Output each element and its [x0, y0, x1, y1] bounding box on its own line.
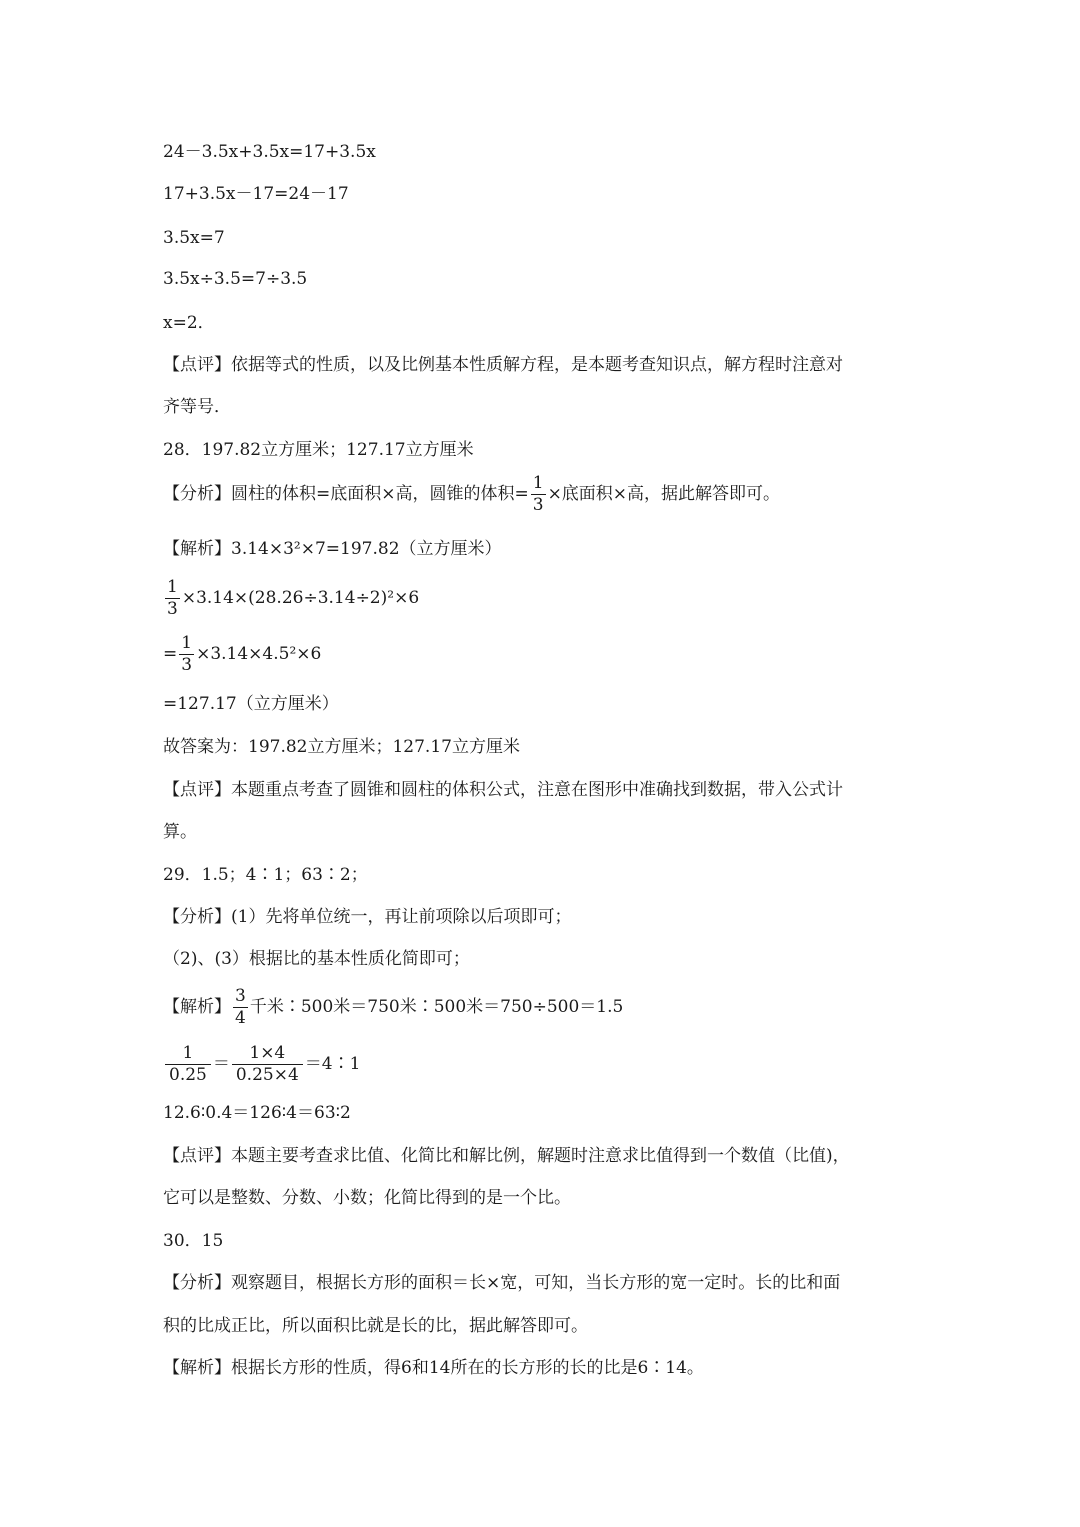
fraction-denominator: 3: [167, 599, 178, 619]
equation-line: 3.5x=7: [163, 228, 225, 248]
fraction-numerator: 3: [235, 986, 246, 1006]
solution-29-line: [163, 985, 623, 1029]
fraction-one-third: [165, 579, 180, 618]
fraction-denominator: 0.25×4: [232, 1064, 303, 1084]
fraction-numerator: 1×4: [249, 1043, 286, 1063]
equals-sign: ＝: [212, 1054, 230, 1074]
analysis-29-line: 【分析】(1）先将单位统一，再让前项除以后项即可；: [163, 907, 572, 927]
analysis-30-line: 积的比成正比，所以面积比就是长的比，据此解答即可。: [163, 1316, 588, 1336]
solution-29-label: 【解析】: [163, 997, 231, 1017]
solution-29-line: 12.6∶0.4＝126∶4＝63∶2: [163, 1103, 351, 1123]
equation-line: 17+3.5x－17=24－17: [163, 184, 349, 204]
fraction-scaled: [232, 1045, 303, 1084]
solution-28-line: 故答案为：197.82立方厘米；127.17立方厘米: [163, 737, 520, 757]
fraction-numerator: 1: [167, 577, 178, 597]
solution-30-line: 【解析】根据长方形的性质，得6和14所在的长方形的长的比是6∶14。: [163, 1358, 704, 1378]
equals-sign: =: [163, 644, 178, 664]
fraction-numerator: 1: [181, 633, 193, 653]
solution-29-line: [163, 1040, 360, 1088]
solution-28-line: [163, 578, 419, 618]
comment-29-line: 它可以是整数、分数、小数；化简比得到的是一个比。: [163, 1188, 571, 1208]
analysis-28: [163, 474, 780, 514]
comment-28-line: 算。: [163, 822, 197, 842]
fraction-numerator: 1: [532, 473, 544, 493]
question-30-answer: 30．15: [163, 1231, 224, 1251]
equation-line: 3.5x÷3.5=7÷3.5: [163, 269, 308, 289]
solution-29-text: ＝4∶1: [304, 1054, 361, 1074]
fraction-three-quarters: [233, 988, 248, 1027]
fraction-one-third: [179, 635, 194, 674]
analysis-28-text: 【分析】圆柱的体积=底面积×高，圆锥的体积=: [163, 484, 529, 504]
fraction-denominator: 4: [235, 1008, 246, 1028]
comment-line: 齐等号．: [163, 397, 231, 417]
analysis-30-line: 【分析】观察题目，根据长方形的面积＝长×宽，可知，当长方形的宽一定时。长的比和面: [163, 1273, 841, 1293]
solution-28-text: ×3.14×4.5²×6: [196, 644, 322, 664]
comment-29-line: 【点评】本题主要考查求比值、化简比和解比例，解题时注意求比值得到一个数值（比值)，: [163, 1146, 850, 1166]
comment-28-line: 【点评】本题重点考查了圆锥和圆柱的体积公式，注意在图形中准确找到数据，带入公式计: [163, 780, 843, 800]
solution-28-line: =127.17（立方厘米）: [163, 694, 339, 714]
solution-28-text: ×3.14×(28.26÷3.14÷2)²×6: [181, 588, 420, 608]
fraction-denominator: 0.25: [165, 1064, 211, 1084]
question-29-answer: 29．1.5；4∶1；63∶2；: [163, 865, 368, 885]
comment-line: 【点评】依据等式的性质，以及比例基本性质解方程，是本题考查知识点，解方程时注意对: [163, 355, 843, 375]
fraction-one-third: [531, 475, 546, 514]
question-28-answer: 28．197.82立方厘米；127.17立方厘米: [163, 440, 474, 460]
equation-line: 24－3.5x+3.5x=17+3.5x: [163, 142, 376, 162]
fraction-one-over-quarter: [165, 1045, 211, 1084]
fraction-denominator: 3: [532, 495, 544, 515]
analysis-28-text: ×底面积×高，据此解答即可。: [547, 484, 781, 504]
analysis-29-line: （2)、(3）根据比的基本性质化简即可；: [163, 949, 470, 969]
solution-28-line: [163, 634, 321, 674]
fraction-denominator: 3: [181, 655, 193, 675]
equation-line: x=2．: [163, 313, 215, 333]
fraction-numerator: 1: [182, 1043, 194, 1063]
solution-28-line: 【解析】3.14×3²×7=197.82（立方厘米）: [163, 539, 502, 559]
solution-29-text: 千米∶500米＝750米∶500米＝750÷500＝1.5: [249, 997, 624, 1017]
